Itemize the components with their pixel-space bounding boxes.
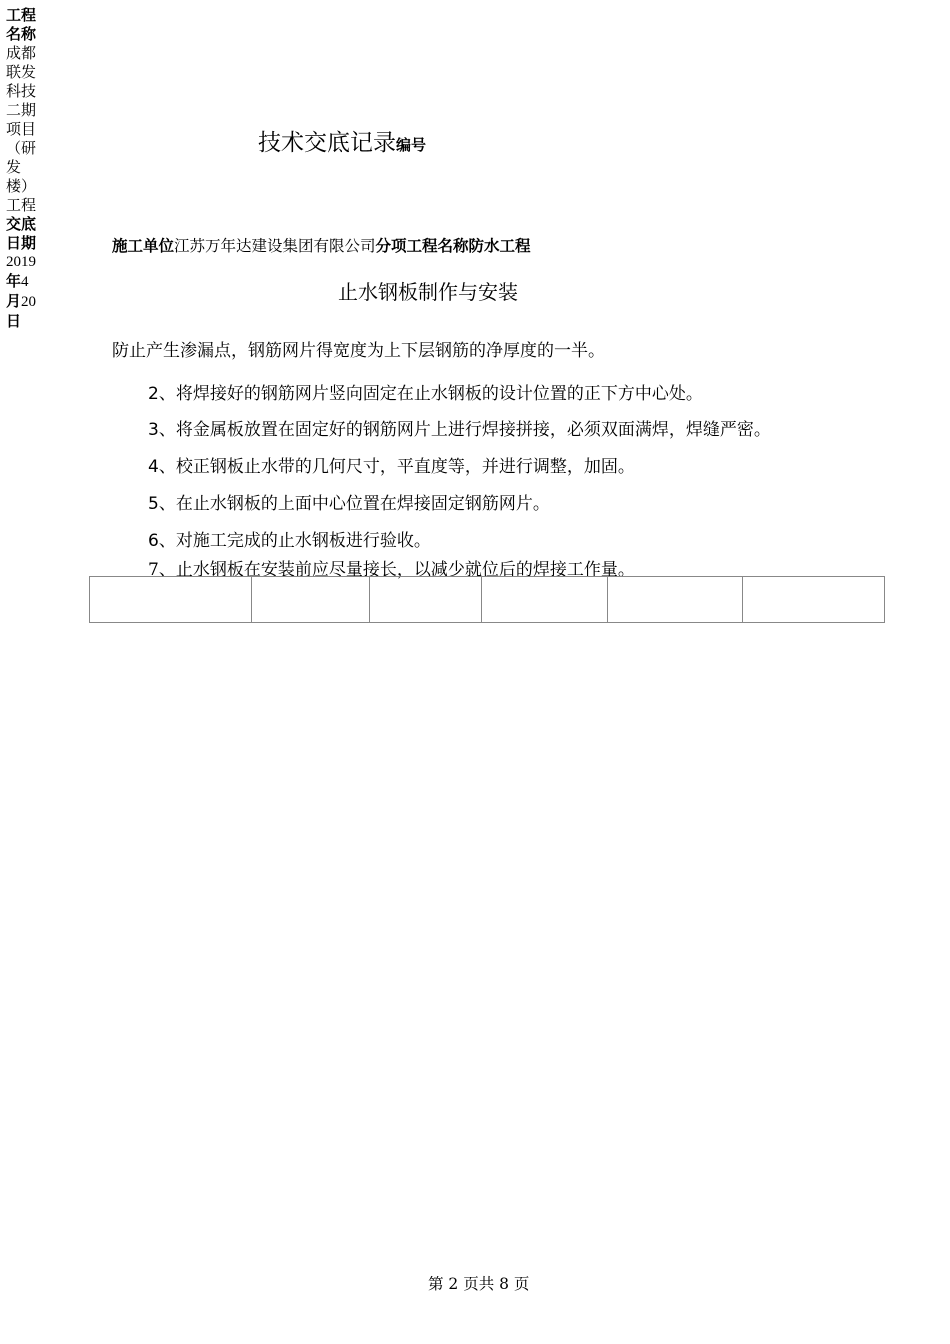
unit-label: 施工单位 (112, 237, 175, 255)
table-cell (608, 577, 743, 623)
step-text: 、将金属板放置在固定好的钢筋网片上进行焊接拼接，必须双面满焊，焊缝严密。 (158, 420, 771, 440)
step-text: 、将焊接好的钢筋网片竖向固定在止水钢板的设计位置的正下方中心处。 (158, 384, 703, 404)
date-day-unit: 日 (6, 312, 22, 330)
step-text: 、校正钢板止水带的几何尺寸，平直度等，并进行调整，加固。 (158, 457, 635, 477)
date-month-row (6, 272, 42, 292)
title-text: 技术交底记录 (258, 130, 396, 156)
subproject-value: 防水工程 (468, 237, 531, 255)
subproject-label: 分项工程名称 (375, 237, 469, 255)
date-year: 2019 (6, 254, 36, 270)
table-row (90, 577, 885, 623)
step-number: 5 (148, 494, 159, 514)
page-number: 第 2 页共 8 页 (428, 1275, 530, 1293)
intro-paragraph: 防止产生渗漏点，钢筋网片得宽度为上下层钢筋的净厚度的一半。 (112, 341, 605, 361)
step-text: 、在止水钢板的上面中心位置在焊接固定钢筋网片。 (158, 494, 550, 514)
number-label: 编号 (396, 136, 427, 154)
step-item (148, 415, 771, 440)
step-number: 6 (148, 531, 159, 551)
step-item (148, 489, 550, 514)
table-cell (482, 577, 608, 623)
unit-value: 江苏万年达建设集团有限公司 (174, 237, 376, 255)
signature-table (89, 576, 885, 623)
step-number: 3 (148, 420, 159, 440)
table-cell (743, 577, 885, 623)
date-day-row (6, 292, 42, 312)
project-name-label: 工程名称 (6, 6, 37, 43)
step-number: 7 (148, 560, 159, 580)
step-item (148, 452, 635, 477)
step-text: 、对施工完成的止水钢板进行验收。 (158, 531, 431, 551)
section-subtitle: 止水钢板制作与安装 (338, 280, 518, 304)
step-number: 4 (148, 457, 159, 477)
project-name-value: 成都联发科技二期项目（研发楼）工程 (6, 44, 37, 214)
date-day: 20 (21, 294, 37, 310)
date-label: 交底日期 (6, 215, 37, 252)
step-number: 2 (148, 384, 159, 404)
date-month: 4 (21, 274, 29, 290)
sidebar-project-info (6, 6, 42, 331)
step-item (148, 526, 431, 551)
date-year-unit: 年 (6, 272, 22, 290)
step-text: 、止水钢板在安装前应尽量接长，以减少就位后的焊接工作量。 (158, 560, 635, 580)
document-title (258, 124, 426, 157)
step-item (148, 379, 703, 404)
table-cell (370, 577, 482, 623)
construction-info-line (112, 234, 531, 256)
date-month-unit: 月 (6, 292, 22, 310)
table-cell (252, 577, 370, 623)
table-cell (90, 577, 252, 623)
